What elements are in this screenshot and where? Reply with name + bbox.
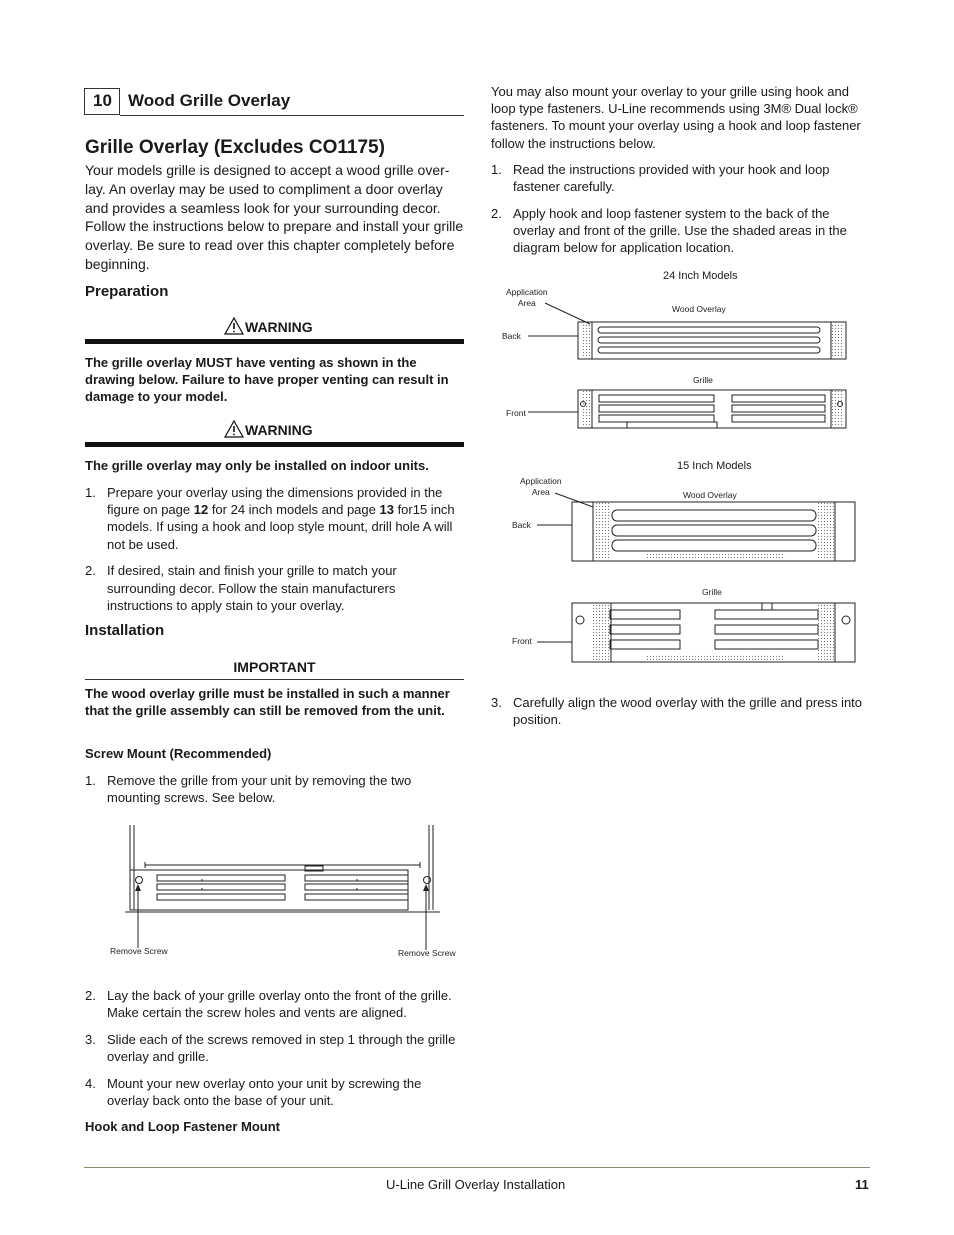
list-item xyxy=(85,484,463,553)
diagram-24-title: 24 Inch Models xyxy=(663,270,738,282)
hook-loop-heading: Hook and Loop Fastener Mount xyxy=(85,1119,280,1134)
diagram-15-inch xyxy=(505,475,865,670)
diagram-15-application-area: Application Area xyxy=(520,476,562,497)
diagram-15-grille: Grille xyxy=(702,587,722,597)
step-text: Mount your new overlay onto your unit by screwing the overlay back onto the base of your unit. xyxy=(107,1075,422,1109)
step-number: 2. xyxy=(85,563,96,579)
list-item xyxy=(85,562,463,614)
list-item xyxy=(85,1075,463,1109)
step-text: Apply hook and loop fastener system to the back of the overlay and front of the grille. Use the shaded areas in the diagram below for application location. xyxy=(513,205,847,256)
screw-steps xyxy=(85,987,463,1119)
step-text-b: for 24 inch models and page xyxy=(208,502,380,518)
warning-text-1: The grille overlay MUST have venting as shown in the drawing below. Failure to have proper venting can result in damage to your model. xyxy=(85,355,449,405)
screw-mount-heading: Screw Mount (Recommended) xyxy=(85,746,272,761)
list-item xyxy=(85,987,463,1021)
warning-text-2: The grille overlay may only be installed on indoor units. xyxy=(85,458,429,473)
step-number: 3. xyxy=(85,1031,96,1047)
preparation-steps xyxy=(85,484,463,623)
warning-banner-2 xyxy=(85,419,464,449)
diagram-24-back: Back xyxy=(502,331,521,341)
important-text: The wood overlay grille must be installed in such a manner that the grille assembly can still be removed from the unit. xyxy=(85,686,450,719)
warning-label-1: WARNING xyxy=(245,319,313,335)
intro-paragraph: Your models grille is designed to accept a wood grille over-lay. An overlay may be used to compliment a door overlay and provides a seamless look for your surrounding decor. Follow the instructions below to prepare and install your grille overlay. Be sure to read over this chapter completely before beginning. xyxy=(85,162,464,272)
warning-banner-1 xyxy=(85,316,464,346)
warning-label-2: WARNING xyxy=(245,422,313,438)
right-intro: You may also mount your overlay to your grille using hook and loop type fasteners. U-Line recommends using 3M® Dual lock® fasteners. To mount your overlay using a hook and loop fastener follow the instructions below. xyxy=(491,84,861,151)
diagram-24-front: Front xyxy=(506,408,526,418)
diagram-24-grille: Grille xyxy=(693,375,713,385)
chapter-title: Wood Grille Overlay xyxy=(128,91,291,110)
list-item xyxy=(85,1031,463,1065)
list-item xyxy=(491,694,869,728)
page-number: 11 xyxy=(855,1177,869,1192)
step-text: Lay the back of your grille overlay onto the front of the grille. Make certain the screw holes and vents are aligned. xyxy=(107,988,452,1021)
step-number: 3. xyxy=(491,695,502,710)
chapter-header xyxy=(84,88,464,117)
warning-triangle-icon xyxy=(224,317,244,335)
step-text-a: Prepare your overlay using the dimensions provided in the figure on page xyxy=(107,485,443,518)
page-ref: 13 xyxy=(379,502,394,518)
remove-screw-figure xyxy=(105,820,450,960)
warning-bar-1 xyxy=(85,339,464,344)
important-label: IMPORTANT xyxy=(233,659,316,675)
step-number: 1. xyxy=(491,162,502,177)
step-number: 2. xyxy=(491,205,502,221)
diagram-15-front: Front xyxy=(512,636,532,646)
hook-loop-step-3 xyxy=(491,694,869,738)
chapter-number: 10 xyxy=(93,91,112,110)
hook-loop-steps xyxy=(491,161,869,266)
list-item xyxy=(491,205,869,257)
footer-rule xyxy=(84,1167,870,1168)
warning-bar-2 xyxy=(85,442,464,447)
list-item xyxy=(85,772,463,806)
preparation-heading: Preparation xyxy=(85,283,169,300)
step-number: 1. xyxy=(85,485,96,500)
remove-screw-label-right: Remove Screw xyxy=(398,948,456,958)
list-item xyxy=(491,161,869,195)
remove-screw-label-left: Remove Screw xyxy=(110,946,168,956)
page-ref: 12 xyxy=(193,502,209,518)
diagram-24-application-area: Application Area xyxy=(506,287,548,308)
step-number: 2. xyxy=(85,988,96,1003)
step-text: If desired, stain and finish your grille to match your surrounding decor. Follow the stain manufacturers instructions to apply stain to your overlay. xyxy=(107,563,397,613)
diagram-15-title: 15 Inch Models xyxy=(677,460,752,472)
step-number: 1. xyxy=(85,773,96,788)
step-text-c: for15 inch models. If using a hook and loop style mount, drill hole A will not be used. xyxy=(107,502,455,552)
step-number: 4. xyxy=(85,1075,96,1091)
screw-step-1 xyxy=(85,772,463,816)
step-text: Remove the grille from your unit by removing the two mounting screws. See below. xyxy=(107,773,412,806)
diagram-15-back: Back xyxy=(512,520,531,530)
diagram-15-wood-overlay: Wood Overlay xyxy=(683,490,737,500)
installation-heading: Installation xyxy=(85,622,165,639)
warning-triangle-icon xyxy=(224,420,244,438)
step-text: Slide each of the screws removed in step 1 through the grille overlay and grille. xyxy=(107,1031,456,1065)
important-rule xyxy=(85,679,464,680)
footer-title: U-Line Grill Overlay Installation xyxy=(386,1177,566,1192)
step-text: Carefully align the wood overlay with the grille and press into position. xyxy=(513,695,863,728)
diagram-24-wood-overlay: Wood Overlay xyxy=(672,304,726,314)
step-text: Read the instructions provided with your hook and loop fastener carefully. xyxy=(513,162,830,195)
chapter-rule xyxy=(120,115,464,116)
page-title: Grille Overlay (Excludes CO1175) xyxy=(85,137,385,158)
